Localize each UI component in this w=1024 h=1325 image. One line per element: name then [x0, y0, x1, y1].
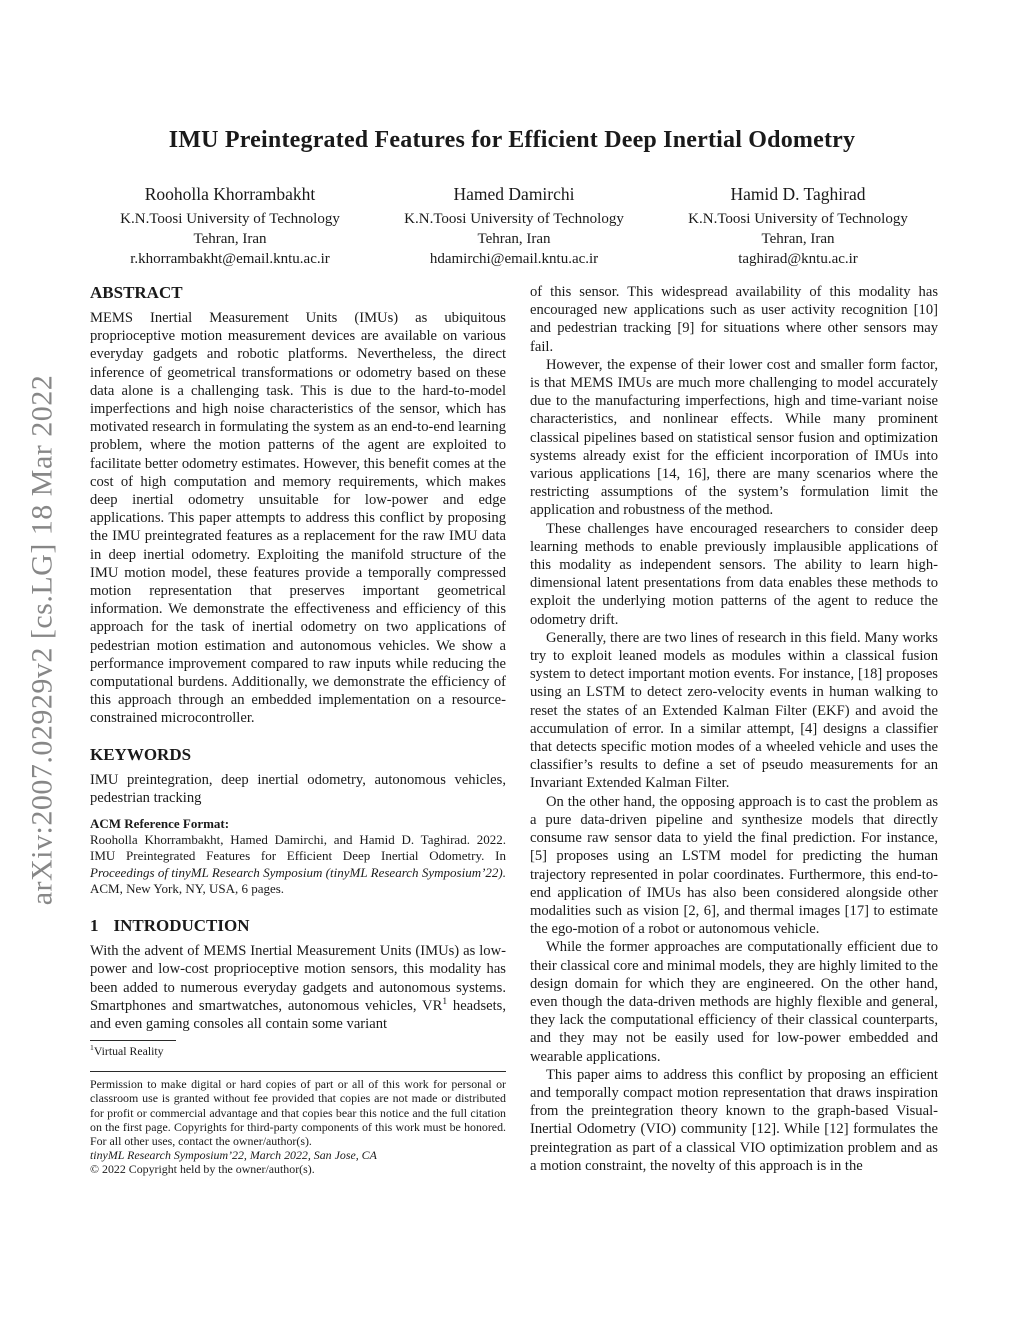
right-paragraph-5: On the other hand, the opposing approach is to cast the problem as a pure data-driven pipeline and synthesize models that directly consume raw sensor data to yield the final prediction. For instance, [5] proposes using an LSTM model for predicting the human trajectory represented in polar coordinates. Furthermore, this end-to-end application of IMUs has also been considered alongside other modalities such as vision [2, 6], and thermal images [17] to estimate the ego-motion of a robot or autonomous vehicle.	[530, 793, 938, 938]
author-block	[88, 184, 940, 269]
author-3-email: taghirad@kntu.ac.ir	[738, 251, 858, 267]
footnote-label: Virtual Reality	[93, 1044, 164, 1059]
introduction-text-part1: With the advent of MEMS Inertial Measurement Units (IMUs) as low-power and low-cost proprioceptive motion sensors, this modality has been added to numerous everyday gadgets and autonomous systems. Smartphones and smartwatches, autonomous vehicles, VR	[90, 943, 506, 1014]
author-1-email: r.khorrambakht@email.kntu.ac.ir	[130, 251, 330, 267]
acm-reference-heading: ACM Reference Format:	[90, 816, 230, 832]
author-3	[656, 184, 940, 269]
right-paragraph-2: However, the expense of their lower cost and smaller form factor, is that MEMS IMUs are much more challenging to model accurately due to the manufacturing imperfections, high and time-variant noise characteristics, and nonlinear effects. While many prominent classical pipelines based on statistical sensor fusion and optimization systems already exist for the efficient incorporation of IMUs into various applications [14, 16], there are many scenarios where the restricting assumptions of the system’s formulation limit the application and robustness of the method.	[530, 356, 938, 519]
introduction-text-part2: headsets, and even gaming consoles all contain some variant	[90, 997, 506, 1032]
permission-notice: Permission to make digital or hard copies of part or all of this work for personal or classroom use is granted without fee provided that copies are not made or distributed for profit or commercial advantage and that copies bear this notice and the full citation on the first page. Copyrights for third-party components of this work must be honored. For all other uses, contact the owner/author(s).	[90, 1077, 506, 1148]
footnote-text	[90, 1044, 506, 1059]
paper-title: IMU Preintegrated Features for Efficient Deep Inertial Odometry	[168, 127, 856, 153]
footnote-separator-rule	[90, 1040, 176, 1041]
section-title: INTRODUCTION	[113, 916, 250, 936]
introduction-heading	[90, 916, 506, 936]
author-1	[88, 184, 372, 269]
author-3-location: Tehran, Iran	[761, 231, 835, 247]
right-paragraph-7: This paper aims to address this conflict by proposing an efficient and temporally compact motion representation that draws inspiration from the preintegration theory known to the graph-based Visual-Inertial Odometry (VIO) community [12]. While [12] formulates the preintegration as part of a classical VIO optimization problem and as a motion constraint, the novelty of this approach is in the	[530, 1066, 938, 1174]
right-paragraph-1: of this sensor. This widespread availability of this modality has encouraged new applications such as user activity recognition [10] and pedestrian tracking [9] for situations where other sensors may fail.	[530, 284, 938, 355]
venue-line: tinyML Research Symposium’22, March 2022, San Jose, CA	[90, 1148, 377, 1163]
right-paragraph-6: While the former approaches are computationally efficient due to their classical core and minimal models, they are highly limited to the design domain for which they are engineered. On the other hand, even though the data-driven methods are highly flexible and general, they lack the computational efficiency of their classical counterparts, and they may not be easily used for low-power embedded and wearable applications.	[530, 939, 938, 1065]
introduction-text	[90, 942, 506, 1033]
acm-reference-venue: Proceedings of tinyML Research Symposium (tinyML Research Symposium’22).	[90, 864, 506, 880]
author-1-affiliation: K.N.Toosi University of Technology	[120, 211, 340, 227]
footnote-reference-marker: 1	[442, 996, 448, 1007]
arxiv-id-text: arXiv:2007.02929v2 [cs.LG] 18 Mar 2022	[25, 374, 58, 906]
copyright-line: © 2022 Copyright held by the owner/author(s).	[90, 1162, 315, 1177]
author-1-name: Rooholla Khorrambakht	[144, 184, 316, 204]
footnote-marker: 1	[90, 1043, 94, 1053]
acm-reference-text	[90, 832, 506, 897]
abstract-text: MEMS Inertial Measurement Units (IMUs) as ubiquitous proprioceptive motion measurement devices are available on various everyday gadgets and robotic platforms. Nevertheless, the direct inference of geometrical transformations or odometry based on these data alone is a challenging task. This is due to the hard-to-model imperfections and high noise characteristics of the sensor, which has motivated research in formulating the system as an end-to-end learning problem, where the motion patterns of the agent are exploited to facilitate better odometry estimates. However, this benefit comes at the cost of high computation and memory requirements, which makes deep inertial odometry unsuitable for low-power and edge applications. This paper attempts to address this conflict by proposing the IMU preintegrated features as a replacement for the raw IMU data in deep inertial odometry. Exploiting the manifold structure of the IMU motion model, these features provide a temporally compressed motion representation that preserves important geometrical information. We demonstrate the effectiveness and efficiency of this approach for the task of inertial odometry on two applications of pedestrian motion estimation and autonomous vehicles. We show a performance improvement compared to raw inputs while reducing the computational burdens. Additionally, we demonstrate the efficiency of this approach through an embedded implementation on a resource-constrained microcontroller.	[90, 310, 506, 727]
section-number: 1	[90, 916, 99, 936]
author-2-location: Tehran, Iran	[477, 231, 551, 247]
acm-reference-tail: ACM, New York, NY, USA, 6 pages.	[90, 880, 285, 896]
author-1-location: Tehran, Iran	[193, 231, 267, 247]
author-2-affiliation: K.N.Toosi University of Technology	[404, 211, 624, 227]
author-2-email: hdamirchi@email.kntu.ac.ir	[429, 251, 599, 267]
abstract-heading: ABSTRACT	[90, 283, 183, 302]
right-paragraph-4: Generally, there are two lines of research in this field. Many works try to exploit leaned models as modules within a classical fusion system to detect important motion events. For instance, [18] proposes using an LSTM to detect zero-velocity events in human walking to reset the states of an Extended Kalman Filter (EKF) and avoid the accumulation of error. In a similar attempt, [4] designs a classifier that detects specific motion modes of a wheeled vehicle and uses the classifier’s results to define a set of pseudo measurements for an Invariant Extended Kalman Filter.	[530, 629, 938, 792]
acm-reference-plain: Rooholla Khorrambakht, Hamed Damirchi, and Hamid D. Taghirad. 2022. IMU Preintegrated Features for Efficient Deep Inertial Odometry. In	[90, 832, 506, 864]
author-3-name: Hamid D. Taghirad	[730, 184, 866, 204]
left-column	[90, 283, 506, 1177]
arxiv-watermark	[10, 330, 74, 950]
right-column	[530, 283, 938, 1175]
author-3-affiliation: K.N.Toosi University of Technology	[688, 211, 908, 227]
author-2-name: Hamed Damirchi	[453, 184, 575, 204]
right-paragraph-3: These challenges have encouraged researchers to consider deep learning methods to enable previously implausible applications of this modality as independent sensors. The ability to learn high-dimensional latent presentations from data enables these methods to exploit the underlying motion patterns of the agent to reduce the odometry drift.	[530, 520, 938, 628]
permission-separator-rule	[90, 1071, 506, 1072]
keywords-text: IMU preintegration, deep inertial odometry, autonomous vehicles, pedestrian tracking	[90, 771, 506, 806]
author-2	[372, 184, 656, 269]
keywords-heading: KEYWORDS	[90, 744, 192, 764]
